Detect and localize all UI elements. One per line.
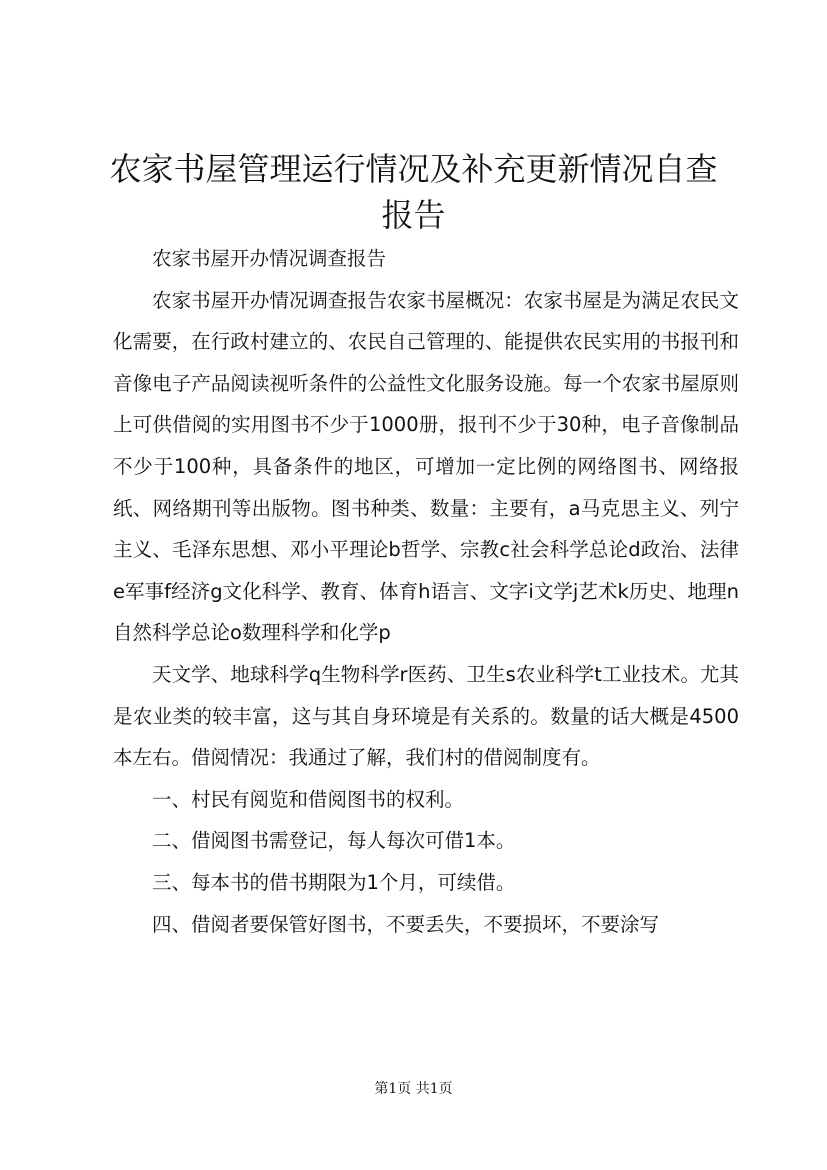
rule-item-2: 二、借阅图书需登记，每人每次可借1本。	[152, 829, 516, 853]
page-footer: 第1页 共1页	[374, 1081, 453, 1097]
paragraph-subtitle: 农家书屋开办情况调查报告	[152, 247, 387, 270]
rule-item-4: 四、借阅者要保管好图书，不要丢失，不要损坏，不要涂写	[152, 912, 660, 936]
paragraph-overview: 农家书屋开办情况调查报告农家书屋概况：农家书屋是为满足农民文化需要，在行政村建立的、农民自己管理的、能提供农民实用的书报刊和音像电子产品阅读视听条件的公益性文化服务设施。每一个农家书屋原则上可供借阅的实用图书不少于1000册，报刊不少于30种，电子音像制品不少于100种，具备条件的地区，可增加一定比例的网络图书、网络报纸、网络期刊等出版物。图书种类、数量：主要有，a马克思主义、列宁主义、毛泽东思想、邓小平理论b哲学、宗教c社会科学总论d政治、法律e军事f经济g文化科学、教育、体育h语言、文字i文学j艺术k历史、地理n自然科学总论o数理科学和化学p	[113, 288, 739, 645]
document-title: 农家书屋管理运行情况及补充更新情况自查报告	[109, 150, 718, 234]
paragraph-continuation: 天文学、地球科学q生物科学r医药、卫生s农业科学t工业技术。尤其是农业类的较丰富，这与其自身环境是有关系的。数量的话大概是4500本左右。借阅情况：我通过了解，我们村的借阅制度有。	[113, 662, 739, 770]
rule-item-3: 三、每本书的借书期限为1个月，可续借。	[152, 870, 516, 894]
rule-item-1: 一、村民有阅览和借阅图书的权利。	[152, 787, 465, 811]
document-body	[113, 238, 739, 945]
